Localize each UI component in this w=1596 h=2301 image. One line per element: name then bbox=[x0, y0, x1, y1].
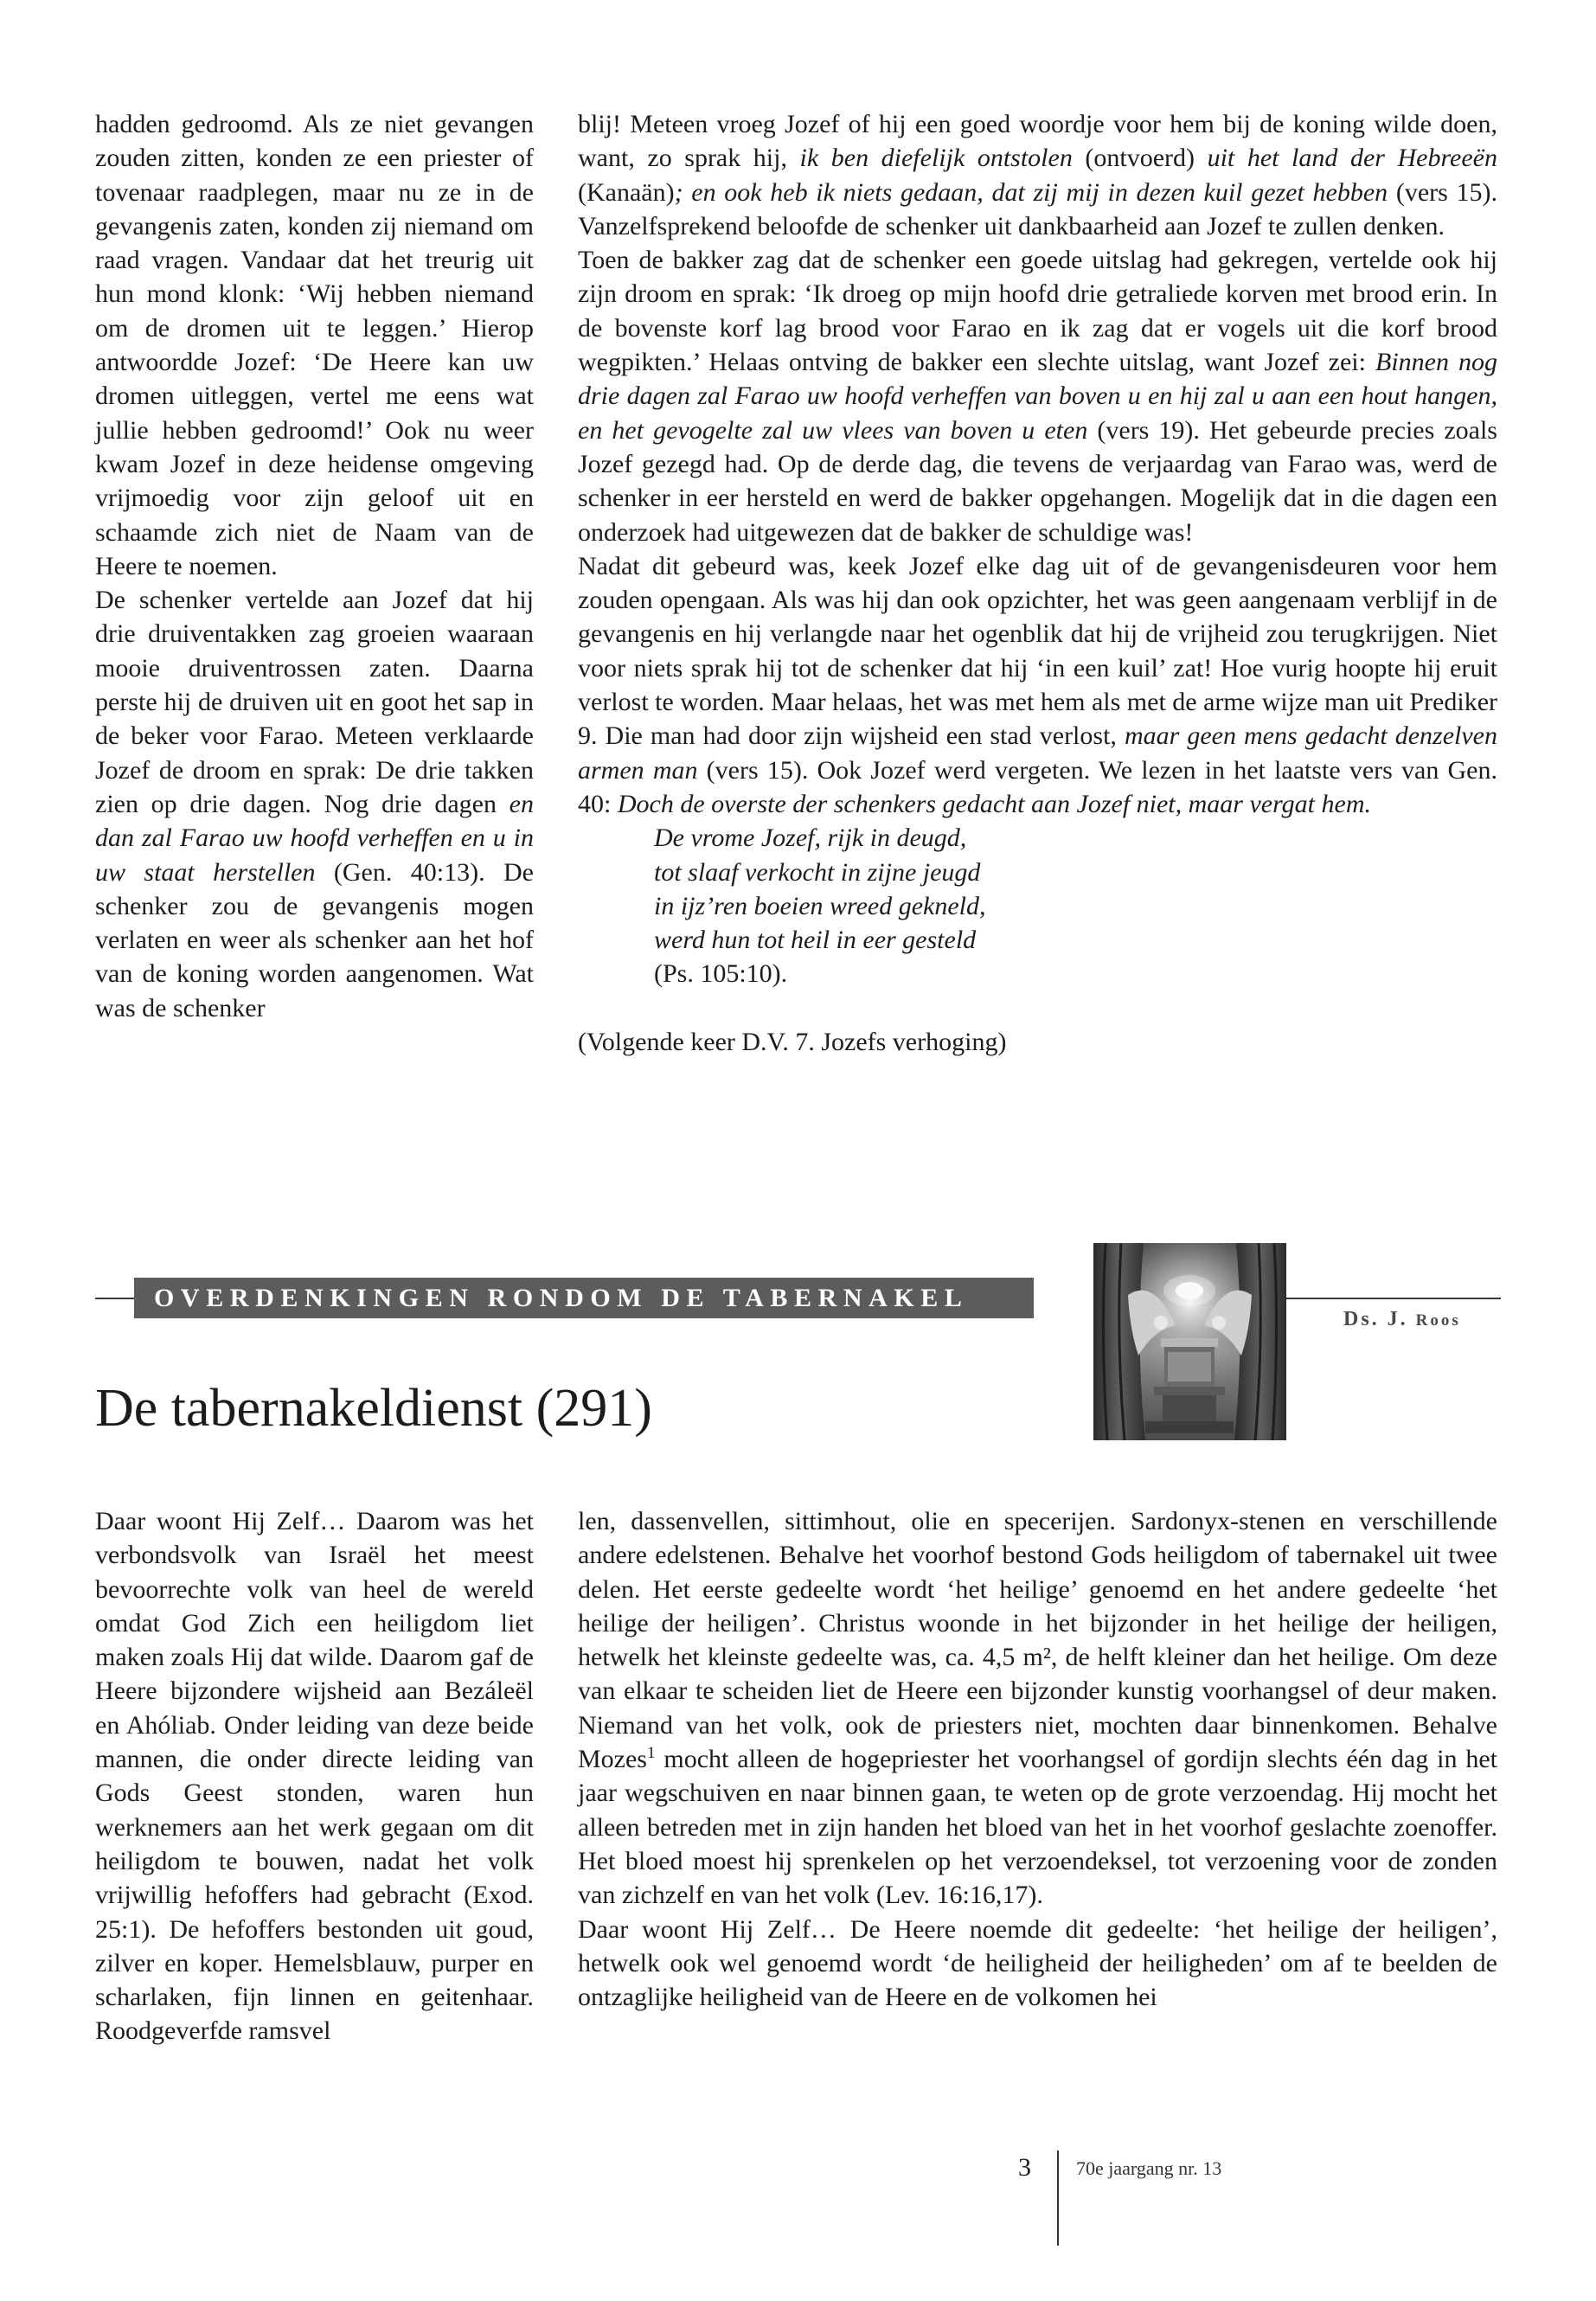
text-run: (ontvoerd) bbox=[1072, 144, 1208, 173]
issue-label: 70e jaargang nr. 13 bbox=[1076, 2157, 1222, 2179]
text-run: De schenker vertelde aan Jozef dat hij drie druiventakken zag groeien waaraan mooie druiventrossen zaten. Daarna perste hij de druiven uit en goot het sap in de beker voor Farao. Meteen verklaarde Jozef de droom en sprak: De drie takken zien op drie dagen. Nog drie dagen bbox=[95, 586, 534, 818]
article-right-column bbox=[578, 1504, 1497, 2014]
scripture-quote: Doch de overste der schenkers gedacht aan Jozef niet, maar vergat hem. bbox=[617, 789, 1371, 818]
scripture-quote: maar geen mens gedacht denzelven armen man bbox=[578, 721, 1497, 785]
scripture-quote: ik ben diefelijk ontstolen bbox=[799, 144, 1073, 173]
author-byline bbox=[1343, 1307, 1461, 1333]
scripture-quote: werd hun tot heil in eer gesteld bbox=[654, 926, 977, 955]
text-run: Toen de bakker zag dat de schenker een goede uitslag had gekregen, vertelde ook hij zijn droom en sprak: ‘Ik droeg op mijn hoofd drie getraliede korven met brood erin. In de bovenste korf lag brood voor Farao en ik zag dat er vogels uit die korf brood wegpikten.’ Helaas ontving de bakker een slechte uitslag, want Jozef zei: bbox=[578, 246, 1497, 377]
continuation-left-column bbox=[95, 107, 534, 1025]
scripture-quote: tot slaaf verkocht in zijne jeugd bbox=[654, 857, 981, 887]
text-run: blij! Meteen vroeg Jozef of hij een goed woordje voor hem bij de koning wilde doen, want, zo sprak hij, bbox=[578, 110, 1497, 173]
footnote-marker: 1 bbox=[646, 1744, 656, 1763]
scripture-quote: uit het land der Hebreeën bbox=[1207, 144, 1497, 173]
footer-divider bbox=[1057, 2150, 1059, 2246]
scripture-quote: en dan zal Farao uw hoofd verheffen en u in uw staat herstellen bbox=[95, 789, 534, 887]
text-run: (vers 15). Vanzelfsprekend beloofde de schenker uit dankbaarheid aan Jozef te zullen denken. bbox=[578, 177, 1497, 240]
page-number: 3 bbox=[1018, 2153, 1031, 2182]
text-run: hadden gedroomd. Als ze niet gevangen zouden zitten, konden ze een priester of tovenaar raadplegen, maar nu ze in de gevangenis zaten, konden zij niemand om raad vragen. Vandaar dat het treurig uit hun mond klonk: ‘Wij hebben niemand om de dromen uit te leggen.’ Hierop antwoordde Jozef: ‘De Heere kan uw dromen uitleggen, vertel me eens wat jullie hebben gedroomd!’ Ook nu weer kwam Jozef in deze heidense omgeving vrijmoedig voor zijn geloof uit en schaamde zich niet de Naam van de Heere te noemen. bbox=[95, 110, 534, 580]
scripture-quote: ; en ook heb ik niets gedaan, dat zij mij in dezen kuil gezet hebben bbox=[674, 177, 1388, 207]
continuation-right-column bbox=[578, 107, 1497, 1059]
spacer bbox=[578, 991, 1497, 1025]
text-run: (Ps. 105:10). bbox=[654, 959, 788, 989]
text-run: (Gen. 40:13). De schenker zou de gevangenis mogen verlaten en weer als schenker aan het hof van de koning worden aangenomen. Wat was de schenker bbox=[95, 857, 534, 1022]
poem-line bbox=[654, 821, 1497, 855]
paragraph bbox=[95, 583, 534, 1025]
text-run: len, dassenvellen, sittimhout, olie en specerijen. Sardonyx-stenen en verschillende andere edelstenen. Behalve het voorhof bestond Gods heiligdom of tabernakel uit twee delen. Het eerste gedeelte wordt ‘het heilige’ genoemd en het andere gedeelte ‘het heilige der heiligen’. Christus woonde in het bijzonder in het heilige der heiligen, hetwelk het kleinste gedeelte was, ca. 4,5 m², de helft kleiner dan het heilige. Om deze van elkaar te scheiden liet de Heere een bijzonder kunstig voorhangsel of deur maken. Niemand van het volk, ook de priesters niet, mochten daar binnenkomen. Behalve Mozes bbox=[578, 1507, 1497, 1774]
psalm-quote bbox=[578, 821, 1497, 990]
text-run: (vers 15). Ook Jozef werd vergeten. We lezen in het laatste vers van Gen. 40: bbox=[578, 755, 1497, 818]
scripture-quote: in ijz’ren boeien wreed gekneld, bbox=[654, 891, 986, 920]
text-run: Daar woont Hij Zelf… De Heere noemde dit gedeelte: ‘het heilige der heiligen’, hetwelk ook wel genoemd wordt ‘de heiligheid der heiligheden’ om af te beelden de ontzaglijke heiligheid van de Heere en de volkomen hei bbox=[578, 1914, 1497, 2012]
continuation-right-paragraphs bbox=[578, 107, 1497, 821]
paragraph bbox=[578, 107, 1497, 243]
author-surname: Roos bbox=[1415, 1311, 1461, 1330]
paragraph bbox=[578, 1913, 1497, 2015]
ark-of-covenant-image bbox=[1093, 1243, 1286, 1440]
article-left-column bbox=[95, 1504, 534, 2048]
article-title: De tabernakeldienst (291) bbox=[95, 1379, 652, 1438]
paragraph bbox=[578, 549, 1497, 821]
scripture-quote: De vrome Jozef, rijk in deugd, bbox=[654, 824, 967, 853]
author-initials: Ds. J. bbox=[1343, 1308, 1408, 1330]
paragraph bbox=[578, 243, 1497, 549]
next-installment-note: (Volgende keer D.V. 7. Jozefs verhoging) bbox=[578, 1027, 1007, 1056]
text-run: mocht alleen de hogepriester het voorhangsel of gordijn slechts één dag in het jaar wegschuiven en naar binnen gaan, te weten op de grote verzoendag. Hij mocht het alleen betreden met in zijn handen het bloed van het in het voorhof geslachte zoenoffer. Het bloed moest hij sprenkelen op het verzoendeksel, tot verzoening voor de zonden van zichzelf en van het volk (Lev. 16:16,17). bbox=[578, 1745, 1497, 1910]
paragraph bbox=[578, 1504, 1497, 1913]
text-run: Nadat dit gebeurd was, keek Jozef elke dag uit of de gevangenisdeuren voor hem zouden opengaan. Als was hij dan ook opzichter, het was geen aangenaam verblijf in de gevangenis en hij verlangde naar het ogenblik dat hij de vrijheid zou terugkrijgen. Niet voor niets sprak hij tot de schenker dat hij ‘in een kuil’ zat! Hoe vurig hoopte hij eruit verlost te worden. Maar helaas, het was met hem als met de arme wijze man uit Prediker 9. Die man had door zijn wijsheid een stad verlost, bbox=[578, 551, 1497, 751]
poem-line bbox=[654, 856, 1497, 889]
poem-line bbox=[654, 923, 1497, 991]
paragraph bbox=[95, 107, 534, 583]
scripture-quote: Binnen nog drie dagen zal Farao uw hoofd verheffen van boven u en hij zal u aan een hout hangen, en het gevogelte zal uw vlees van boven u eten bbox=[578, 348, 1497, 445]
paragraph bbox=[95, 1504, 534, 2048]
text-run: (vers 19). Het gebeurde precies zoals Jozef gezegd had. Op de derde dag, die tevens de verjaardag van Farao was, werd de schenker in eer hersteld en werd de bakker opgehangen. Mogelijk dat in die dagen een onderzoek had uitgewezen dat de bakker de schuldige was! bbox=[578, 415, 1497, 547]
text-run: (Kanaän) bbox=[578, 177, 675, 207]
text-run: Daar woont Hij Zelf… Daarom was het verbondsvolk van Israël het meest bevoorrechte volk van heel de wereld omdat God Zich een heiligdom liet maken zoals Hij dat wilde. Daarom gaf de Heere bijzondere wijsheid aan Bezáleël en Ahóliab. Onder leiding van deze beide mannen, die onder directe leiding van Gods Geest stonden, waren hun werknemers aan het werk gegaan om dit heiligdom te bouwen, nadat het volk vrijwillig hefoffers had gebracht (Exod. 25:1). De hefoffers bestonden uit goud, zilver en koper. Hemelsblauw, purper en scharlaken, fijn linnen en geitenhaar. Roodgeverfde ramsvel bbox=[95, 1507, 534, 2046]
poem-line bbox=[654, 889, 1497, 923]
series-title: OVERDENKINGEN RONDOM DE TABERNAKEL bbox=[154, 1284, 969, 1312]
series-rule-right bbox=[1286, 1298, 1501, 1299]
